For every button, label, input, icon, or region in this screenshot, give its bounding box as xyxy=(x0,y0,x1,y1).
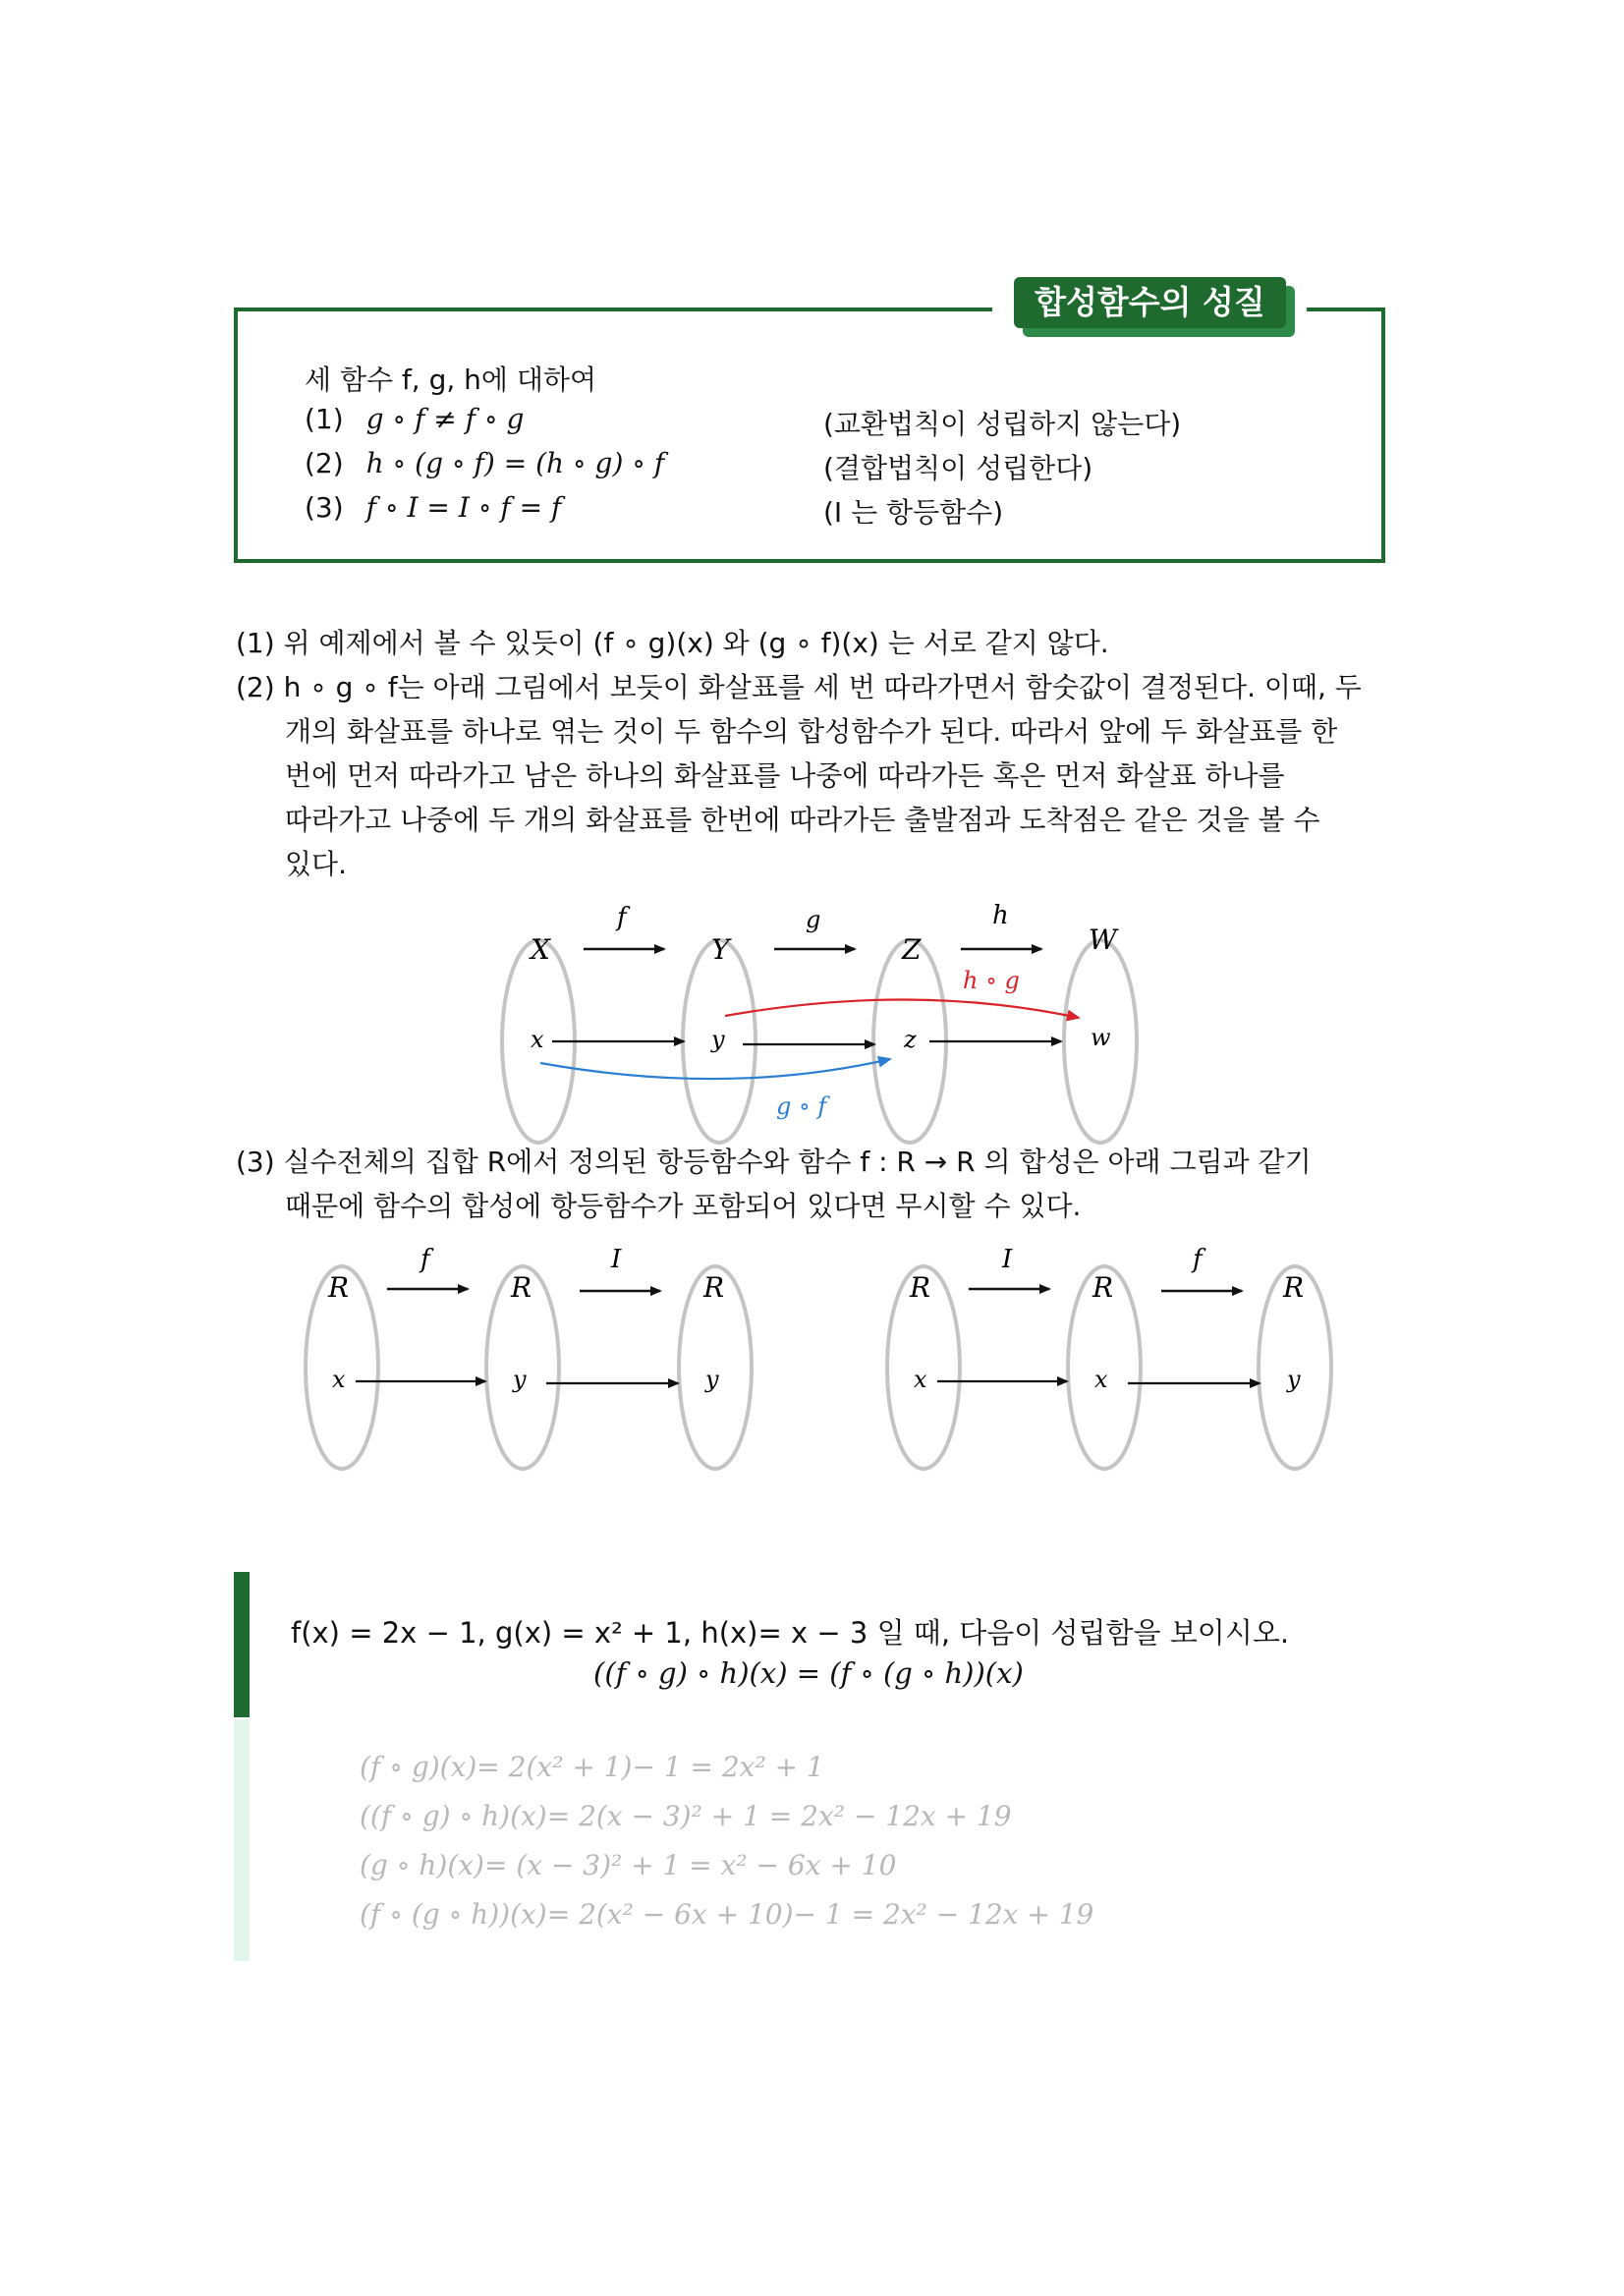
solution-line: (f ∘ g)(x)= 2(x² + 1)− 1 = 2x² + 1 xyxy=(360,1751,824,1783)
solution-line: ((f ∘ g) ∘ h)(x)= 2(x − 3)² + 1 = 2x² − 12x + 19 xyxy=(360,1800,1012,1832)
element-w: w xyxy=(1091,1024,1111,1051)
red-composite-label: h ∘ g xyxy=(963,967,1020,994)
box-intro: 세 함수 f, g, h에 대하여 xyxy=(305,364,597,396)
property-number: (1) xyxy=(305,403,344,435)
explain-3-line: 때문에 함수의 합성에 항등함수가 포함되어 있다면 무시할 수 있다. xyxy=(285,1190,1082,1222)
element-x: x xyxy=(1094,1366,1108,1393)
set-label-y: Y xyxy=(711,933,730,966)
property-formula: g ∘ f ≠ f ∘ g xyxy=(365,403,525,435)
element-x: x xyxy=(332,1366,346,1393)
map-label-h: h xyxy=(992,901,1009,930)
set-label-r: R xyxy=(703,1271,725,1304)
map-label-f: f xyxy=(1193,1245,1203,1274)
element-y: y xyxy=(513,1366,527,1393)
property-number: (2) xyxy=(305,447,344,479)
solution-line: (f ∘ (g ∘ h))(x)= 2(x² − 6x + 10)− 1 = 2x² − 12x + 19 xyxy=(360,1898,1094,1931)
set-label-r: R xyxy=(511,1271,532,1304)
explain-2-line: 따라가고 나중에 두 개의 화살표를 한번에 따라가든 출발점과 도착점은 같은 것을 볼 수 xyxy=(285,804,1320,836)
element-z: z xyxy=(904,1026,917,1053)
explain-2-line: 개의 화살표를 하나로 엮는 것이 두 함수의 합성함수가 된다. 따라서 앞에 두 화살표를 한 xyxy=(285,715,1338,748)
blue-composite-arrow xyxy=(540,1059,890,1079)
explain-2-line: 있다. xyxy=(285,848,347,880)
map-label-i: I xyxy=(611,1245,622,1274)
set-label-x: X xyxy=(531,933,550,966)
red-composite-arrow xyxy=(725,999,1079,1018)
set-label-w: W xyxy=(1089,924,1117,956)
explain-1: (1) 위 예제에서 볼 수 있듯이 (f ∘ g)(x) 와 (g ∘ f)(x) 는 서로 같지 않다. xyxy=(236,627,1109,659)
element-x: x xyxy=(914,1366,927,1393)
blue-composite-label: g ∘ f xyxy=(776,1092,827,1120)
map-label-f: f xyxy=(420,1245,430,1274)
solution-line: (g ∘ h)(x)= (x − 3)² + 1 = x² − 6x + 10 xyxy=(360,1849,897,1881)
property-note-3: (I 는 항등함수) xyxy=(823,496,1004,529)
set-label-r: R xyxy=(910,1271,931,1304)
solution-bar xyxy=(234,1719,250,1961)
example-equation: ((f ∘ g) ∘ h)(x) = (f ∘ (g ∘ h))(x) xyxy=(593,1656,1024,1690)
element-y: y xyxy=(711,1026,725,1053)
map-label-g: g xyxy=(806,906,821,933)
element-y: y xyxy=(705,1366,719,1393)
property-formula: h ∘ (g ∘ f) = (h ∘ g) ∘ f xyxy=(365,447,665,479)
map-label-i: I xyxy=(1002,1245,1013,1274)
explain-2-line: 번에 먼저 따라가고 남은 하나의 화살표를 나중에 따라가든 혹은 먼저 화살표 하나를 xyxy=(285,759,1285,792)
set-label-z: Z xyxy=(902,933,922,966)
box-title: 합성함수의 성질 xyxy=(1014,277,1286,328)
explain-3-line: (3) 실수전체의 집합 R에서 정의된 항등함수와 함수 f : R → R 의 합성은 아래 그림과 같기 xyxy=(236,1146,1312,1178)
property-note-2: (결합법칙이 성립한다) xyxy=(823,452,1093,484)
element-y: y xyxy=(1287,1366,1301,1393)
map-label-f: f xyxy=(617,903,627,932)
set-label-r: R xyxy=(1092,1271,1114,1304)
set-label-r: R xyxy=(328,1271,350,1304)
property-note-1: (교환법칙이 성립하지 않는다) xyxy=(823,408,1182,440)
property-number: (3) xyxy=(305,491,344,524)
property-formula: f ∘ I = I ∘ f = f xyxy=(365,491,562,524)
set-label-r: R xyxy=(1283,1271,1305,1304)
example-bar xyxy=(234,1572,250,1717)
explain-2-line: (2) h ∘ g ∘ f는 아래 그림에서 보듯이 화살표를 세 번 따라가면서 함숫값이 결정된다. 이때, 두 xyxy=(236,671,1362,703)
element-x: x xyxy=(531,1026,544,1053)
example-statement: f(x) = 2x − 1, g(x) = x² + 1, h(x)= x − 3 일 때, 다음이 성립함을 보이시오. xyxy=(291,1616,1290,1650)
